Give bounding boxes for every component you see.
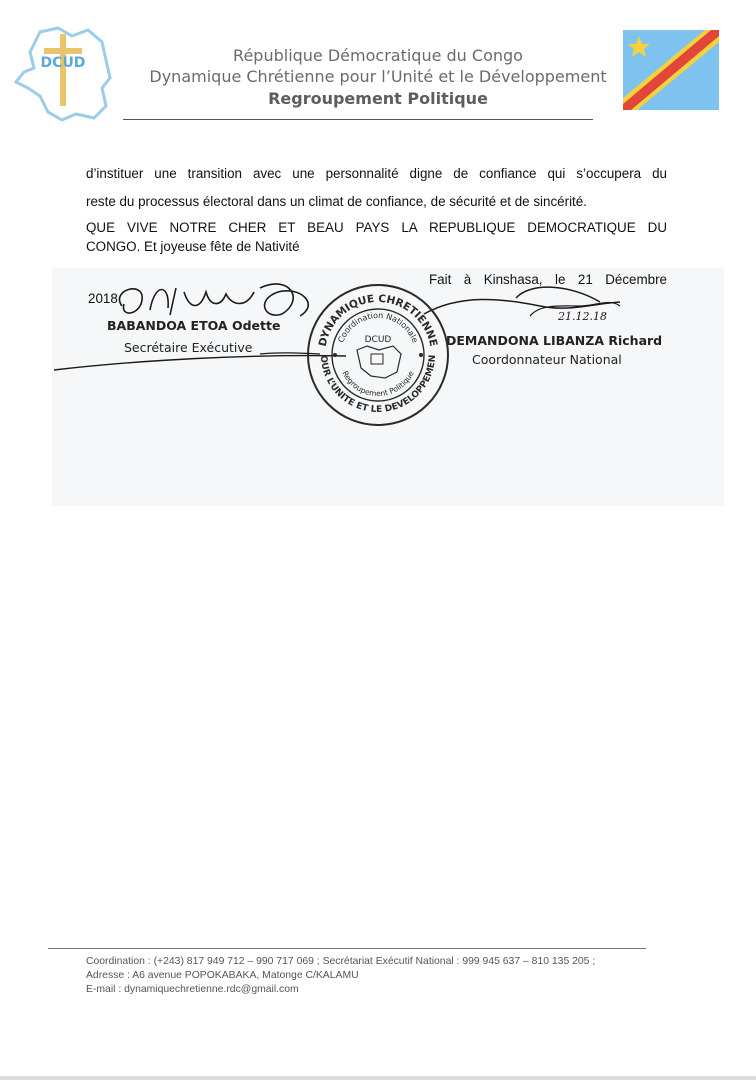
paragraph-line: CONGO. Et joyeuse fête de Nativité	[86, 239, 300, 254]
svg-text:DCUD: DCUD	[364, 335, 392, 345]
footer-contacts: Coordination : (+243) 817 949 712 – 990 717 069 ; Secrétariat Exécutif National : 999 945 637 – 810 135 205 ;	[86, 956, 596, 967]
place-date: Fait à Kinshasa, le 21 Décembre	[429, 272, 667, 287]
left-signatory-name: BABANDOA ETOA Odette	[107, 318, 281, 333]
footer-email: E-mail : dynamiquechretienne.rdc@gmail.com	[86, 984, 299, 995]
right-signatory-name: DEMANDONA LIBANZA Richard	[446, 333, 663, 348]
paragraph-line: QUE VIVE NOTRE CHER ET BEAU PAYS LA REPUBLIQUE DEMOCRATIQUE DU	[86, 220, 667, 235]
dcud-logo	[10, 22, 114, 126]
header-subtitle: Regroupement Politique	[268, 89, 488, 108]
official-stamp	[305, 282, 451, 428]
header-country: République Démocratique du Congo	[233, 46, 523, 65]
page-bottom-bar	[0, 1076, 756, 1080]
left-signatory-title: Secrétaire Exécutive	[124, 340, 253, 355]
header-divider	[123, 119, 593, 120]
svg-text:POUR L’UNITE ET LE DEVELOPPEME: OUR L’UNITE ET LE DEVELOPPEMEN	[317, 354, 439, 416]
footer-address: Adresse : A6 avenue POPOKABAKA, Matonge C/KALAMU	[86, 970, 359, 981]
handwritten-date: 21.12.18	[558, 310, 607, 323]
svg-text:Coordination Nationale: Coordination Nationale	[336, 310, 420, 344]
footer-divider	[48, 948, 646, 949]
header-organization: Dynamique Chrétienne pour l’Unité et le Développement	[149, 67, 607, 86]
paragraph-line: d’instituer une transition avec une personnalité digne de confiance qui s’occupera du	[86, 166, 667, 181]
svg-text:DYNAMIQUE CHRETIENNE: DYNAMIQUE CHRETIENNE	[316, 292, 440, 348]
date-year: 2018	[88, 291, 118, 306]
right-signatory-title: Coordonnateur National	[472, 352, 622, 367]
svg-text:Regroupement Politique: Regroupement Politique	[340, 369, 416, 399]
drc-flag-icon	[623, 30, 719, 110]
paragraph-line: reste du processus électoral dans un climat de confiance, de sécurité et de sincérité.	[86, 194, 587, 209]
logo-text: DCUD	[40, 55, 86, 71]
